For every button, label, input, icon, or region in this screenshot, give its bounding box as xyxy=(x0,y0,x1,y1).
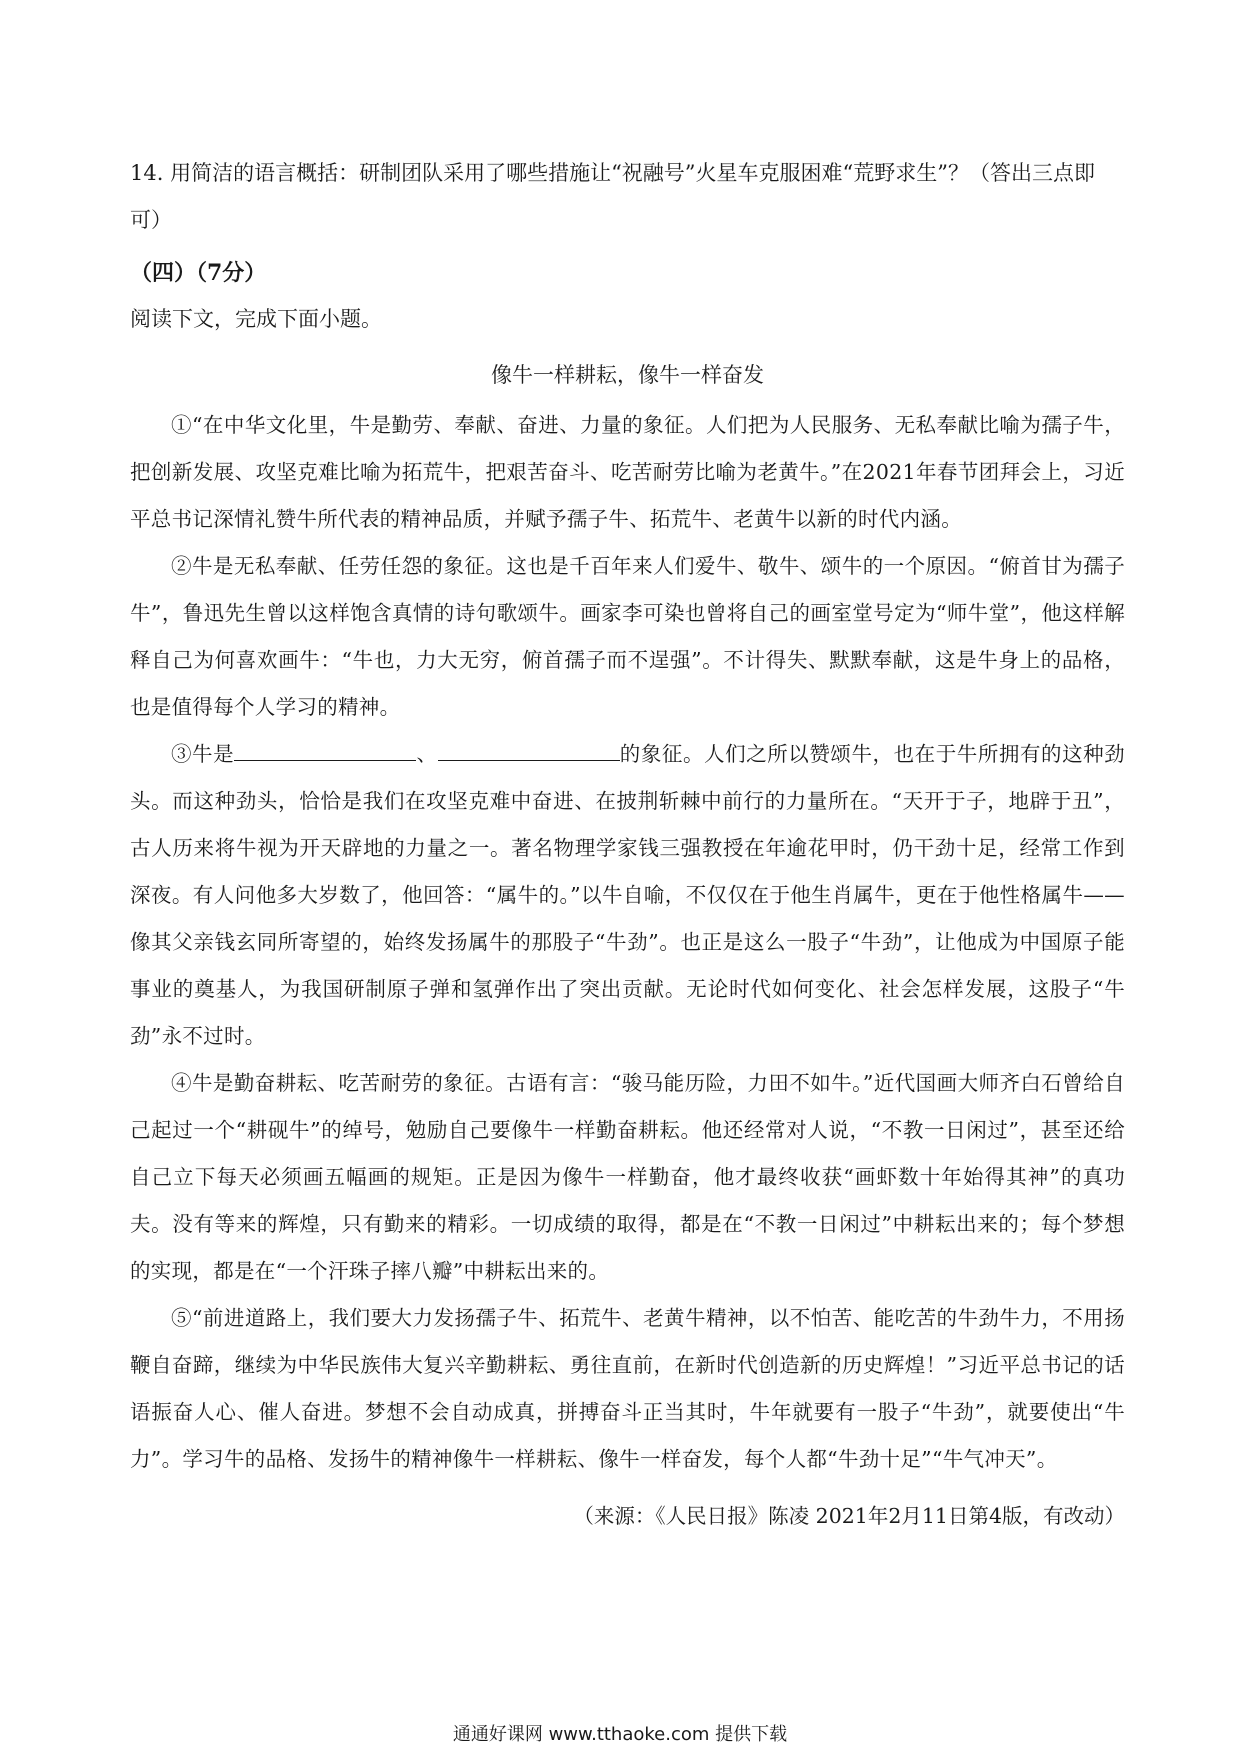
reading-instruction: 阅读下文，完成下面小题。 xyxy=(130,307,382,331)
answer-blank-2[interactable] xyxy=(438,740,620,761)
answer-blank-1[interactable] xyxy=(234,740,416,761)
article-source: （来源：《人民日报》陈凌 2021年2月11日第4版，有改动） xyxy=(573,1504,1125,1528)
paragraph-3 xyxy=(130,731,1125,1060)
document-page xyxy=(130,150,1125,1539)
paragraph-5: ⑤“前进道路上，我们要大力发扬孺子牛、拓荒牛、老黄牛精神，以不怕苦、能吃苦的牛劲牛力，不用扬鞭自奋蹄，继续为中华民族伟大复兴辛勤耕耘、勇往直前，在新时代创造新的历史辉煌！”习近平总书记的话语振奋人心、催人奋进。梦想不会自动成真，拼搏奋斗正当其时，牛年就要有一股子“牛劲”，就要使出“牛力”。学习牛的品格、发扬牛的精神像牛一样耕耘、像牛一样奋发，每个人都“牛劲十足”“牛气冲天”。 xyxy=(130,1306,1125,1471)
paragraph-3-start: ③牛是 xyxy=(171,742,235,766)
paragraph-1: ①“在中华文化里，牛是勤劳、奉献、奋进、力量的象征。人们把为人民服务、无私奉献比喻为孺子牛，把创新发展、攻坚克难比喻为拓荒牛，把艰苦奋斗、吃苦耐劳比喻为老黄牛。”在2021年春节团拜会上，习近平总书记深情礼赞牛所代表的精神品质，并赋予孺子牛、拓荒牛、老黄牛以新的时代内涵。 xyxy=(130,413,1125,531)
question-14: 14. 用简洁的语言概括：研制团队采用了哪些措施让“祝融号”火星车克服困难“荒野求生”？（答出三点即可） xyxy=(130,161,1096,232)
footer-download-note: 通通好课网 www.tthaoke.com 提供下载 xyxy=(452,1724,788,1745)
paragraph-2: ②牛是无私奉献、任劳任怨的象征。这也是千百年来人们爱牛、敬牛、颂牛的一个原因。“俯首甘为孺子牛”，鲁迅先生曾以这样饱含真情的诗句歌颂牛。画家李可染也曾将自己的画室堂号定为“师牛堂”，他这样解释自己为何喜欢画牛：“牛也，力大无穷，俯首孺子而不逞强”。不计得失、默默奉献，这是牛身上的品格，也是值得每个人学习的精神。 xyxy=(130,554,1125,719)
section-heading: （四）（7分） xyxy=(130,260,267,286)
article-title: 像牛一样耕耘，像牛一样奋发 xyxy=(491,363,764,387)
paragraph-3-separator: 、 xyxy=(416,742,438,766)
paragraph-3-rest: 的象征。人们之所以赞颂牛，也在于牛所拥有的这种劲头。而这种劲头，恰恰是我们在攻坚克难中奋进、在披荆斩棘中前行的力量所在。“天开于子，地辟于丑”，古人历来将牛视为开天辟地的力量之一。著名物理学家钱三强教授在年逾花甲时，仍干劲十足，经常工作到深夜。有人问他多大岁数了，他回答：“属牛的。”以牛自喻，不仅仅在于他生肖属牛，更在于他性格属牛——像其父亲钱玄同所寄望的，始终发扬属牛的那股子“牛劲”。也正是这么一股子“牛劲”，让他成为中国原子能事业的奠基人，为我国研制原子弹和氢弹作出了突出贡献。无论时代如何变化、社会怎样发展，这股子“牛劲”永不过时。 xyxy=(130,742,1125,1048)
paragraph-4: ④牛是勤奋耕耘、吃苦耐劳的象征。古语有言：“骏马能历险，力田不如牛。”近代国画大师齐白石曾给自己起过一个“耕砚牛”的绰号，勉励自己要像牛一样勤奋耕耘。他还经常对人说，“不教一日闲过”，甚至还给自己立下每天必须画五幅画的规矩。正是因为像牛一样勤奋，他才最终收获“画虾数十年始得其神”的真功夫。没有等来的辉煌，只有勤来的精彩。一切成绩的取得，都是在“不教一日闲过”中耕耘出来的；每个梦想的实现，都是在“一个汗珠子摔八瓣”中耕耘出来的。 xyxy=(130,1071,1125,1283)
